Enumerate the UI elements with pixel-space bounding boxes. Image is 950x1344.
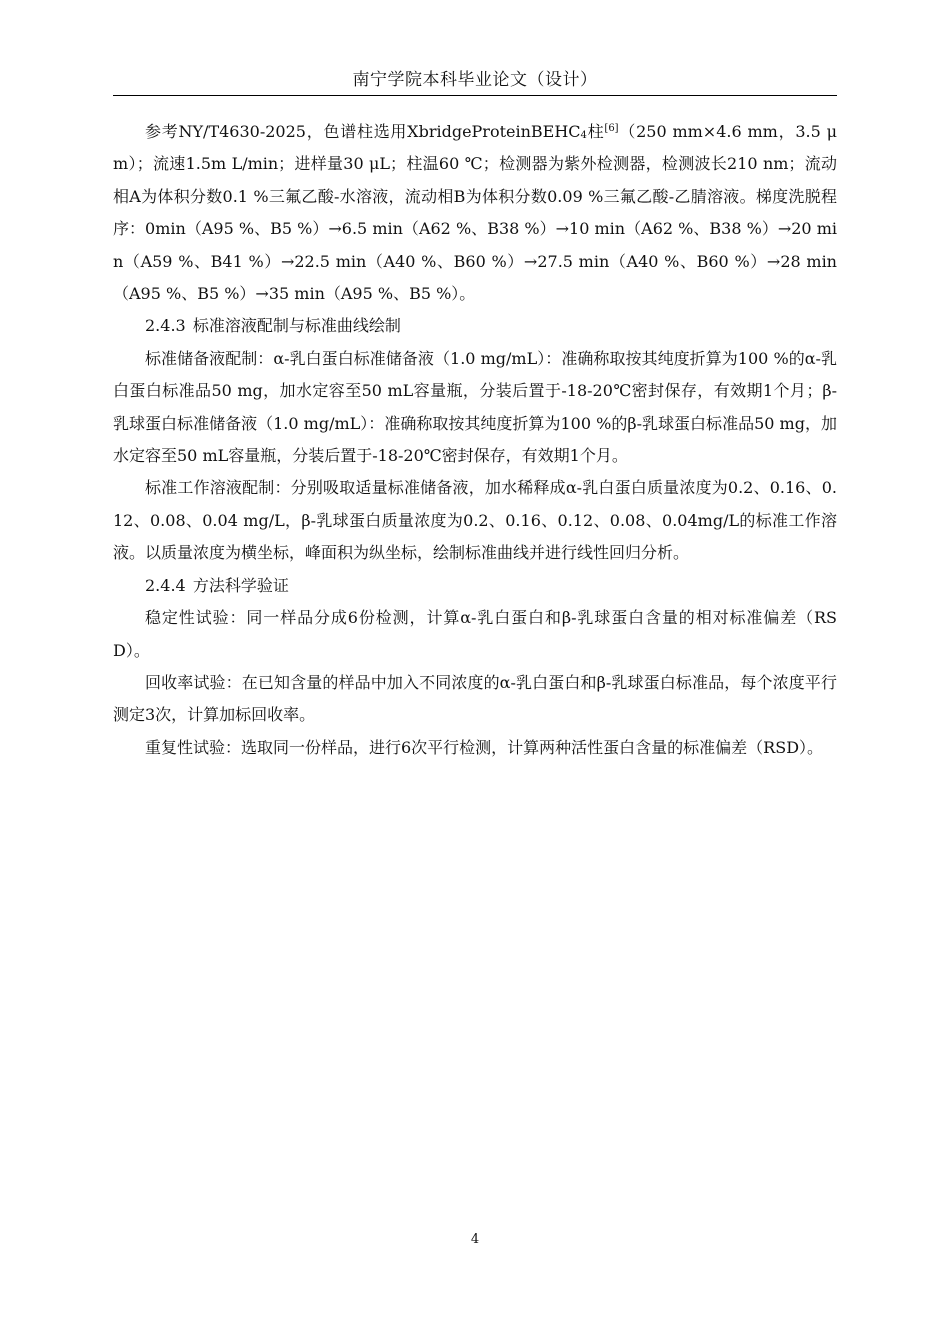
document-body	[113, 116, 837, 764]
section-heading-2-4-4	[113, 570, 837, 602]
paragraph-stability-test: 稳定性试验：同一样品分成6份检测，计算α-乳白蛋白和β-乳球蛋白含量的相对标准偏差（RSD）。	[113, 608, 837, 660]
section-number: 2.4.3	[145, 316, 186, 336]
text-segment: 柱	[586, 122, 605, 141]
page-header	[113, 68, 837, 96]
section-number: 2.4.4	[145, 575, 186, 595]
paragraph-recovery-test: 回收率试验：在已知含量的样品中加入不同浓度的α-乳白蛋白和β-乳球蛋白标准品，每个浓度平行测定3次，计算加标回收率。	[113, 672, 837, 725]
section-title: 标准溶液配制与标准曲线绘制	[192, 316, 401, 336]
text-segment: 参考NY/T4630-2025，色谱柱选用XbridgeProteinBEHC	[145, 122, 581, 141]
citation-reference[interactable]: [6]	[604, 123, 619, 134]
paragraph-working-solution: 标准工作溶液配制：分别吸取适量标准储备液，加水稀释成α-乳白蛋白质量浓度为0.2、0.16、0.12、0.08、0.04 mg/L，β-乳球蛋白质量浓度为0.2、0.16、0.12、0.08、0.04mg/L的标准工作溶液。以质量浓度为横坐标，峰面积为纵坐标，绘制标准曲线并进行线性回归分析。	[113, 478, 837, 563]
paragraph-repeatability-test: 重复性试验：选取同一份样品，进行6次平行检测，计算两种活性蛋白含量的标准偏差（RSD）。	[145, 737, 824, 757]
paragraph-stock-solution: 标准储备液配制：α-乳白蛋白标准储备液（1.0 mg/mL）：准确称取按其纯度折算为100 %的α-乳白蛋白标准品50 mg，加水定容至50 mL容量瓶，分装后置于-18-20℃密封保存，有效期1个月；β-乳球蛋白标准储备液（1.0 mg/mL）：准确称取按其纯度折算为100 %的β-乳球蛋白标准品50 mg，加水定容至50 mL容量瓶，分装后置于-18-20℃密封保存，有效期1个月。	[113, 348, 837, 466]
subscript-text: 4	[580, 130, 587, 141]
section-heading-2-4-3	[113, 310, 837, 342]
page-number: 4	[470, 1232, 480, 1247]
text-segment: （250 mm×4.6 mm，3.5 μm）；流速1.5m L/min；进样量30 μL；柱温60 ℃；检测器为紫外检测器，检测波长210 nm；流动相A为体积分数0.1 %三氟乙酸-水溶液，流动相B为体积分数0.09 %三氟乙酸-乙腈溶液。梯度洗脱程序：0min（A95 %、B5 %）→6.5 min（A62 %、B38 %）→10 min（A62 %、B38 %）→20 min（A59 %、B41 %）→22.5 min（A40 %、B60 %）→27.5 min（A40 %、B60 %）→28 min（A95 %、B5 %）→35 min（A95 %、B5 %）。	[113, 122, 837, 304]
section-title: 方法科学验证	[192, 575, 289, 595]
paragraph-chromatography-conditions	[113, 116, 837, 310]
header-title: 南宁学院本科毕业论文（设计）	[352, 70, 598, 90]
